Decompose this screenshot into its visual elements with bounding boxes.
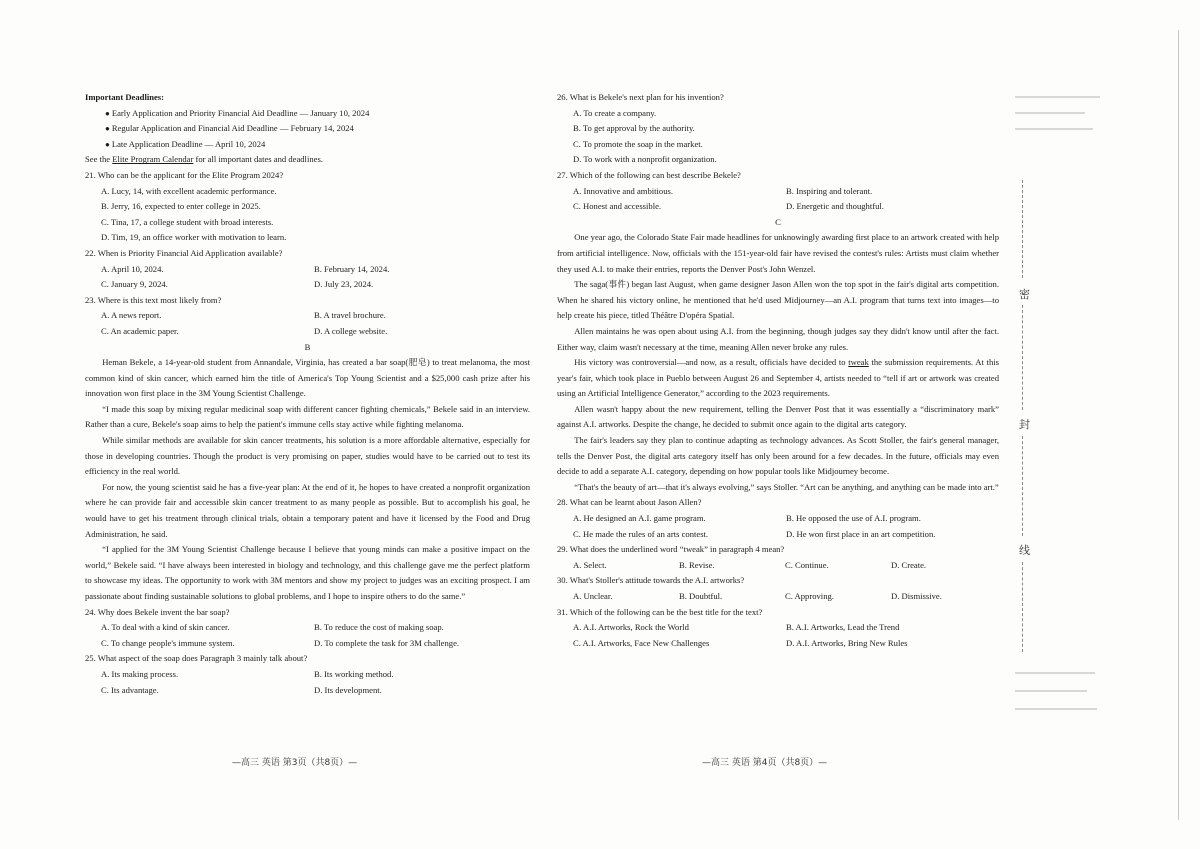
question-27: 27. Which of the following can best describe Bekele? xyxy=(557,169,741,180)
option: A. He designed an A.I. game program. xyxy=(573,513,706,524)
deadline-item: ● Regular Application and Financial Aid Deadline — February 14, 2024 xyxy=(85,121,530,137)
options-row xyxy=(557,184,999,200)
margin-smudge xyxy=(1015,708,1097,710)
margin-smudge xyxy=(1015,96,1100,98)
question-29: 29. What does the underlined word “tweak” in paragraph 4 mean? xyxy=(557,544,785,555)
option: C. To change people's immune system. xyxy=(101,637,235,648)
option: D. Tim, 19, an office worker with motivation to learn. xyxy=(101,232,287,243)
margin-smudge xyxy=(1015,112,1085,114)
option: B. Jerry, 16, expected to enter college in 2025. xyxy=(101,201,261,212)
option: A. Unclear. xyxy=(573,591,613,601)
option: B. Revise. xyxy=(679,559,715,570)
options-row xyxy=(557,527,999,543)
calendar-note-pre: See the xyxy=(85,154,113,165)
options-row xyxy=(85,277,530,293)
calendar-note xyxy=(85,152,530,168)
option: D. To complete the task for 3M challenge. xyxy=(314,637,460,648)
passage-paragraph xyxy=(557,355,999,402)
option: C. A.I. Artworks, Face New Challenges xyxy=(573,637,710,648)
deadline-item: ● Late Application Deadline — April 10, 2024 xyxy=(85,137,530,153)
question-28: 28. What can be learnt about Jason Allen? xyxy=(557,497,702,508)
question-25: 25. What aspect of the soap does Paragraph 3 mainly talk about? xyxy=(85,653,308,664)
option: C. An academic paper. xyxy=(101,325,179,336)
section-b-label: B xyxy=(304,341,311,352)
options-row xyxy=(85,636,530,652)
option: B. A.I. Artworks, Lead the Trend xyxy=(786,622,900,633)
deadline-item: ● Early Application and Priority Financial Aid Deadline — January 10, 2024 xyxy=(85,106,530,122)
seal-char-xian: 线 xyxy=(1019,544,1030,557)
page-footer-left: —高三 英语 第3页（共8页）— xyxy=(232,758,358,768)
option: B. He opposed the use of A.I. program. xyxy=(786,513,921,524)
option: A. To deal with a kind of skin cancer. xyxy=(101,622,230,633)
elite-calendar-link: Elite Program Calendar xyxy=(112,154,194,165)
option: D. He won first place in an art competition. xyxy=(786,528,936,539)
option: D. A college website. xyxy=(314,325,388,336)
option: D. July 23, 2024. xyxy=(314,279,374,290)
options-row xyxy=(85,683,530,699)
passage-paragraph: Allen wasn't happy about the new requirement, telling the Denver Post that it was essentially a “discriminatory mark” against A.I. artworks. Despite the change, he decided to submit once again to the digital arts category. xyxy=(557,403,999,430)
options-row xyxy=(85,620,530,636)
margin-smudge xyxy=(1015,690,1087,692)
seal-dashed-line xyxy=(1022,180,1023,278)
passage-paragraph: Heman Bekele, a 14-year-old student from Annandale, Virginia, has created a bar soap(肥皂) to treat melanoma, the most common kind of skin cancer, which earned him the title of America's Top Young Scientist and a $25,000 cash prize after his innovation won first place in the 3M Young Scientist Challenge. xyxy=(85,357,530,399)
option: A. A.I. Artworks, Rock the World xyxy=(573,622,689,633)
options-row xyxy=(557,620,999,636)
option: D. Create. xyxy=(891,559,927,570)
option: A. Lucy, 14, with excellent academic performance. xyxy=(101,185,277,196)
option: C. Continue. xyxy=(785,559,829,570)
option: D. To work with a nonprofit organization. xyxy=(573,154,717,165)
options-row xyxy=(85,262,530,278)
passage-paragraph: The saga(事件) began last August, when game designer Jason Allen won the top spot in the fair's digital arts competition. When he shared his victory online, he mentioned that he'd used Midjourney—an A.I. program that turns text into images—to help create his piece, titled Théâtre D'opéra Spatial. xyxy=(557,279,999,321)
page-edge-line xyxy=(1178,30,1179,820)
passage-paragraph: “I applied for the 3M Young Scientist Challenge because I believe that young minds can make a positive impact on the world,” Bekele said. “I have always been interested in biology and technology, and this challenge gave me the perfect platform to showcase my ideas. The opportunity to work with 3M mentors and show my project to judges was an exciting prospect. I am passionate about finding sustainable solutions to global problems, and I hope to inspire others to do the same.” xyxy=(85,544,530,601)
question-24: 24. Why does Bekele invent the bar soap? xyxy=(85,606,230,617)
option: B. Its working method. xyxy=(314,668,394,679)
option: B. To reduce the cost of making soap. xyxy=(314,622,444,633)
seal-dashed-line xyxy=(1022,305,1023,410)
option: A. April 10, 2024. xyxy=(101,263,164,274)
option: C. To promote the soap in the market. xyxy=(573,138,703,149)
page-footer-right: —高三 英语 第4页（共8页）— xyxy=(702,758,828,768)
option: C. Tina, 17, a college student with broad interests. xyxy=(101,216,274,227)
question-22: 22. When is Priority Financial Aid Application available? xyxy=(85,247,283,258)
seal-char-feng: 封 xyxy=(1019,418,1030,431)
calendar-note-post: for all important dates and deadlines. xyxy=(193,154,323,165)
option: C. He made the rules of an arts contest. xyxy=(573,528,709,539)
option: B. Inspiring and tolerant. xyxy=(786,185,873,196)
passage-paragraph: “That's the beauty of art—that it's always evolving,” says Stoller. “Art can be anything, and anything can be made into art.” xyxy=(574,481,999,492)
option: C. Its advantage. xyxy=(101,684,159,695)
question-21: 21. Who can be the applicant for the Elite Program 2024? xyxy=(85,169,284,180)
options-row xyxy=(557,636,999,652)
question-23: 23. Where is this text most likely from? xyxy=(85,294,222,305)
option: C. Approving. xyxy=(785,591,834,601)
question-31: 31. Which of the following can be the best title for the text? xyxy=(557,606,763,617)
option: A. Select. xyxy=(573,559,607,570)
margin-smudge xyxy=(1015,128,1093,130)
option: C. January 9, 2024. xyxy=(101,279,168,290)
option: A. Its making process. xyxy=(101,668,179,679)
question-30: 30. What's Stoller's attitude towards the A.I. artworks? xyxy=(557,575,745,586)
seal-char-mi: 密 xyxy=(1019,288,1030,301)
underlined-word-tweak: tweak xyxy=(848,357,869,368)
seal-dashed-line xyxy=(1022,436,1023,536)
option: D. Energetic and thoughtful. xyxy=(786,201,884,212)
passage-paragraph: “I made this soap by mixing regular medicinal soap with different cancer fighting chemicals,” Bekele said in an interview. Rather than a cure, Bekele's soap aims to help the patient's immune cells stay active while fighting melanoma. xyxy=(85,403,530,430)
deadlines-heading: Important Deadlines: xyxy=(85,92,165,102)
option: D. Dismissive. xyxy=(891,591,942,601)
paragraph-4-pre: His victory was controversial—and now, as a result, officials have decided to xyxy=(574,357,849,368)
option: B. To get approval by the authority. xyxy=(573,123,695,134)
options-row xyxy=(85,667,530,683)
paragraph-4-post: the submission requirements. At this year's fair, which took place in Pueblo between August 26 and September 4, artists needed to “tell if art or artwork was created using an Artificial Intelligence Generator,” according to the 2023 requirements. xyxy=(557,357,999,399)
passage-paragraph: While similar methods are available for skin cancer treatments, his solution is a more affordable alternative, especially for those in developing countries. Though the product is very promising on paper, studies would have to be carried out to test its efficiency in the real world. xyxy=(85,435,530,477)
left-page-column xyxy=(85,90,530,698)
right-page-column xyxy=(557,90,999,651)
margin-smudge xyxy=(1015,672,1095,674)
option: B. Doubtful. xyxy=(679,591,723,601)
option: A. To create a company. xyxy=(573,107,657,118)
options-row xyxy=(85,308,530,324)
option: D. Its development. xyxy=(314,684,382,695)
options-row xyxy=(85,324,530,340)
options-row xyxy=(557,558,999,574)
seal-dashed-line xyxy=(1022,562,1023,652)
passage-paragraph: One year ago, the Colorado State Fair made headlines for unknowingly awarding first place to an artwork created with help from artificial intelligence. Now, officials with the 151-year-old fair have revised the contest's rules: Artists must claim whether they used A.I. to make their entries, reports the Denver Post's John Wenzel. xyxy=(557,232,999,274)
option: A. Innovative and ambitious. xyxy=(573,185,674,196)
passage-paragraph: Allen maintains he was open about using A.I. from the beginning, though judges say they didn't know until after the fact. Either way, claim wasn't necessary at the time, meaning Allen never broke any rules. xyxy=(557,325,999,352)
options-row xyxy=(557,511,999,527)
passage-paragraph: For now, the young scientist said he has a five-year plan: At the end of it, he hopes to have created a nonprofit organization where he can provide fair and accessible skin cancer treatment to as many people as possible. But to accomplish his goal, he would have to get his treatment through clinical trials, obtain a temporary patent and have it licensed by the Food and Drug Administration, he said. xyxy=(85,481,530,539)
option: A. A news report. xyxy=(101,310,162,321)
options-row xyxy=(557,589,999,605)
options-row xyxy=(557,199,999,215)
question-26: 26. What is Bekele's next plan for his invention? xyxy=(557,92,724,102)
option: B. A travel brochure. xyxy=(314,310,386,321)
passage-paragraph: The fair's leaders say they plan to continue adapting as technology advances. As Scott Stoller, the fair's general manager, tells the Denver Post, the digital arts category itself has only been around for a few decades. In the future, officials may even decide to add a separate A.I. category, depending on how popular tools like Midjourney become. xyxy=(557,435,999,477)
option: C. Honest and accessible. xyxy=(573,201,662,212)
option: D. A.I. Artworks, Bring New Rules xyxy=(786,637,908,648)
option: B. February 14, 2024. xyxy=(314,263,390,274)
section-c-label: C xyxy=(775,216,781,227)
